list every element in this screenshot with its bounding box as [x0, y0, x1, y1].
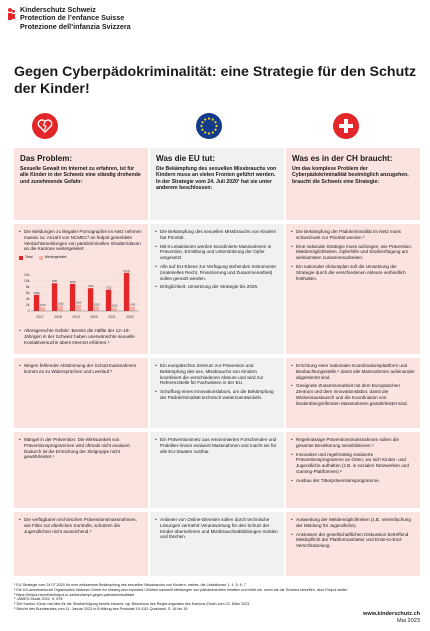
list-item: • Regelmässige Präventionsmassnahmen sollen die gesamte Bevölkerung sensibilisieren.⁵	[291, 437, 415, 449]
list-item: • Eine nationale Strategie muss aufzeigen, wie Prävention, Meldemöglichkeiten, Opferhilfe und Strafverfolgung am wirksamsten zusammenarbeiten.	[291, 244, 415, 261]
swiss-cross-icon	[333, 113, 359, 139]
row-cell-ch	[286, 358, 420, 428]
bar-forwarded	[76, 305, 81, 311]
list-item: • Ein europäisches Zentrum zur Prävention und Bekämpfung des sex. Missbrauchs von Kindern koordiniert die verschiedenen Akteure und wird zur Referenzstelle für Fachwissen in der EU.	[155, 363, 279, 386]
bar-value-label: 1431	[129, 303, 136, 307]
footer-url[interactable]: www.kinderschutz.ch	[363, 611, 420, 617]
footnote: ¹ EU-Strategie vom 24.07.2020 für eine wirksamere Bekämpfung des sexuellen Missbrauchs von Kindern, insbes. die Leitaktionen 1, 4, 5, 6, 7	[14, 583, 246, 587]
bar-value-label: 1810	[57, 302, 64, 306]
bar-total	[124, 273, 129, 311]
footnote: ⁵ Der Kanton Zürich hat dies für die Strafverfolgung bereits erkannt: vgl. Beschluss des Regierungsrates des Kantons Zürich vom 22. März 2023.	[14, 602, 251, 607]
bar-forwarded	[94, 306, 99, 311]
footnotes	[14, 583, 420, 612]
row-cell-eu	[150, 224, 284, 354]
bar-value-label: 1270	[39, 304, 46, 308]
row-cell-problem	[14, 512, 148, 576]
footnote: ⁴ JAMES-Studie 2022, S. 67ff.	[14, 597, 64, 602]
row-cell-eu	[150, 432, 284, 508]
logo-mark-icon	[7, 7, 16, 21]
list-item: • Ein Präventionsnetz aus renommierten Forschenden und Praktiker-/innen evaluiert Massnahmen und macht sie für alle EU-Staaten nutzbar.	[155, 437, 279, 454]
bar-value-label: 1150	[111, 304, 118, 308]
page-title: Gegen Cyberpädokriminalität: eine Strategie für den Schutz der Kinder!	[14, 64, 417, 97]
content-row-1	[14, 224, 420, 354]
footer-date: Mai 2023	[396, 617, 420, 624]
row-cell-ch	[286, 432, 420, 508]
logo-line-2: Protection de l’enfance Suisse	[20, 13, 125, 23]
list-item: • Geeignete Zusammenarbeit mit dem Europäischen Zentrum und dem Innovationslabor, damit der Wissensaustausch und die Koordination von länderübergreifenden Massnahmen gewährleistet sind.	[291, 383, 415, 406]
column-title: Was die EU tut:	[156, 154, 216, 163]
eu-star	[204, 118, 206, 120]
list-item: • Die verfügbaren technischen Präventionsmassnahmen, wie Filter zur elterlichen Kontrolle, schützen die Jugendlichen nicht ausreichend.⁴	[19, 517, 143, 534]
content-row-3	[14, 432, 420, 508]
bar-forwarded	[40, 307, 45, 311]
list-item: • Die Bekämpfung des sexuellen Missbrauchs von Kindern hat Priorität.	[155, 229, 279, 241]
column-header-eu	[150, 148, 284, 220]
footer	[363, 611, 420, 624]
column-header-ch	[286, 148, 420, 220]
bar-total	[34, 295, 39, 311]
column-title: Was es in der CH braucht:	[292, 154, 393, 163]
list-item: • Mängel in der Prävention: Die Wirksamkeit von Präventionsprogrammen wird oftmals nicht evaluiert. Dadurch ist die Erreichung der Zielgruppe nicht gewährleistet.⁴	[19, 437, 143, 460]
column-subtitle: Sexuelle Gewalt im Internet zu erfahren, ist für alle Kinder in der Schweiz eine ständig drohende und zunehmende Gefahr:	[20, 166, 141, 185]
column-header-problem	[14, 148, 148, 220]
legend-label: Weitergeleitet	[44, 255, 67, 260]
list-item: • Alle auf EU-Ebene zur Verfügung stehenden Instrumente (materielles Recht, Finanzierung und Zusammenarbeit) sollen genutzt werden.	[155, 264, 279, 281]
list-item: • Die Bekämpfung der Pädokriminalität im Netz muss schweizweit zur Priorität werden.⁵	[291, 229, 415, 241]
eu-star	[214, 121, 216, 123]
list-item: • Altersgerechte Gefahr: Bereits die Hälfte der 12–19-Jährigen in der Schweiz haben unerwünschte sexuelle Kontaktversuche übers Internet erfahren.⁴	[19, 328, 143, 345]
eu-star	[208, 132, 210, 134]
y-tick-label: 4k	[25, 297, 30, 302]
bar-value-label: 9251	[51, 280, 58, 284]
bar-value-label: 1530	[93, 303, 100, 307]
reports-bar-chart	[19, 255, 143, 325]
x-tick-label: 2021	[108, 314, 116, 319]
broken-heart-icon	[32, 113, 58, 139]
column-subtitle: Die Bekämpfung des sexuellen Missbrauchs von Kindern muss an vielen Fronten geführt werden. In der Strategie vom 24. Juli 2020¹ hat sie unter anderem beschlossen:	[156, 166, 277, 192]
bar-value-label: 7111	[106, 286, 112, 290]
bar-value-label: 5404	[33, 291, 40, 295]
column-subtitle: Um das komplexe Problem der Cyberpädokriminalität bestmöglich anzugehen, braucht die Schweiz eine Strategie:	[292, 166, 409, 185]
column-title: Das Problem:	[20, 154, 73, 163]
list-item: • Anstossen der gesellschaftlichen Diskussion betreffend Meldepflicht der Plattformanbieter und Ende-to-End-Verschlüsselung.	[291, 532, 415, 549]
row-cell-ch	[286, 224, 420, 354]
content-row-2	[14, 358, 420, 428]
list-item: • Dringlichkeit: Umsetzung der Strategie bis 2025.	[155, 284, 279, 290]
list-item: • Wegen fehlender Abstimmung der Schutzmassnahmen kommt es zu Widersprüchen und Leerlauf.⁵	[19, 363, 143, 375]
eu-star	[215, 125, 217, 127]
list-item: • Die Meldungen zu illegaler Pornographie im Netz nehmen massiv zu: Anzahl von NCMEC² an fedpol gemeldete Verdachtsmeldungen von pädokriminellen Inhalten/davon an die Kantone weitergeleitet:	[19, 229, 143, 252]
eu-star	[208, 117, 210, 119]
list-item: • Ausbau der Täterpräventionsprogramme.	[291, 478, 415, 484]
eu-flag-icon	[196, 113, 222, 139]
footnote: ² Die US-amerikanische Organisation National Center for missing and exploited Children sammelt Meldungen von pädokriminellen Inhalten und leitet sie, wenn sie die Schweiz betreffen, dem Fedpol weiter.	[14, 587, 349, 592]
eu-star	[204, 131, 206, 133]
eu-star	[201, 129, 203, 131]
row-cell-ch	[286, 512, 420, 576]
x-tick-label: 2017	[36, 314, 44, 319]
y-tick-label: 12k	[24, 273, 30, 278]
legend-swatch-total	[19, 256, 23, 260]
bar-value-label: 2099	[75, 301, 82, 305]
x-tick-label: 2022	[126, 314, 134, 319]
row-cell-problem	[14, 432, 148, 508]
bar-total	[70, 284, 75, 311]
list-item: • Mit 8 Leitaktionen werden koordinierte Massnahmen in Prävention, Ermittlung und Unterstützung der Opfer umgesetzt.	[155, 244, 279, 261]
row-cell-eu	[150, 512, 284, 576]
logo-line-1: Kinderschutz Schweiz	[20, 5, 96, 14]
bar-value-label: 9029	[69, 280, 76, 284]
bar-forwarded	[58, 306, 63, 311]
footnote: ⁶ Bericht des Bundesrates vom 11. Januar 2023 in Erfüllung des Postulats 19.4111 Quadranti, S. 18 bis 19.	[14, 606, 189, 611]
bar-total	[52, 283, 57, 311]
list-item: • Innovative und regelmässig evaluierte Präventionsprogramme an Orten, wo sich Kinder- und Jugendliche aufhalten (z.B. in sozialen Netzwerken und Gaming-Plattformen).⁶	[291, 452, 415, 475]
eu-star	[212, 131, 214, 133]
row-cell-problem	[14, 224, 148, 354]
row-cell-eu	[150, 358, 284, 428]
bar-chart-svg	[19, 263, 143, 321]
legend-swatch-forwarded	[39, 256, 43, 260]
y-tick-label: 0	[27, 309, 30, 314]
x-tick-label: 2018	[54, 314, 62, 319]
bar-value-label: 7602	[87, 285, 94, 289]
bar-forwarded	[130, 307, 135, 311]
row-cell-problem	[14, 358, 148, 428]
bar-value-label: 12727	[123, 269, 131, 273]
bar-forwarded	[112, 308, 117, 311]
list-item: • Ausweitung der Meldemöglichkeiten (z.B. Vereinfachung der Meldung für Jugendliche).	[291, 517, 415, 529]
legend-label: Total	[25, 255, 33, 260]
x-tick-label: 2019	[72, 314, 80, 319]
eu-star	[214, 129, 216, 131]
footnote: ³ https://fedpol.report/de/fedpol-in-zahlen/kampf-gegen-paedokriminalitaet	[14, 592, 135, 597]
bar-total	[88, 288, 93, 311]
logo-line-3: Protezione dell’infanzia Svizzera	[20, 21, 131, 31]
x-tick-label: 2020	[90, 314, 98, 319]
bar-total	[106, 290, 111, 311]
content-row-4	[14, 512, 420, 576]
list-item: • Errichtung einer nationalen Koordinationsplattform und Beobachtungsstelle,⁶ damit alle Massnahmen aufeinander abgestimmt sind.	[291, 363, 415, 380]
eu-star	[212, 118, 214, 120]
list-item: • Ein nationaler Aktionsplan soll die Umsetzung der Strategie durch die verschiedenen Akteure verbindlich festhalten.	[291, 264, 415, 281]
brand-logo	[7, 6, 131, 31]
y-tick-label: 2k	[25, 303, 30, 308]
y-tick-label: 6k	[25, 291, 30, 296]
y-tick-label: 10k	[24, 279, 30, 284]
eu-star	[201, 121, 203, 123]
list-item: • Schaffung eines Innovationslabors, um die Bekämpfung der Pädokriminalität technisch weiterzuentwickeln.	[155, 389, 279, 401]
eu-star	[200, 125, 202, 127]
list-item: • Anbieter von Online-Diensten sollen durch technische Lösungen vermehrt Verantwortung für den Schutz der Kinder übernehmen und Missbrauchsabbildungen melden und löschen.	[155, 517, 279, 540]
y-tick-label: 8k	[25, 285, 30, 290]
